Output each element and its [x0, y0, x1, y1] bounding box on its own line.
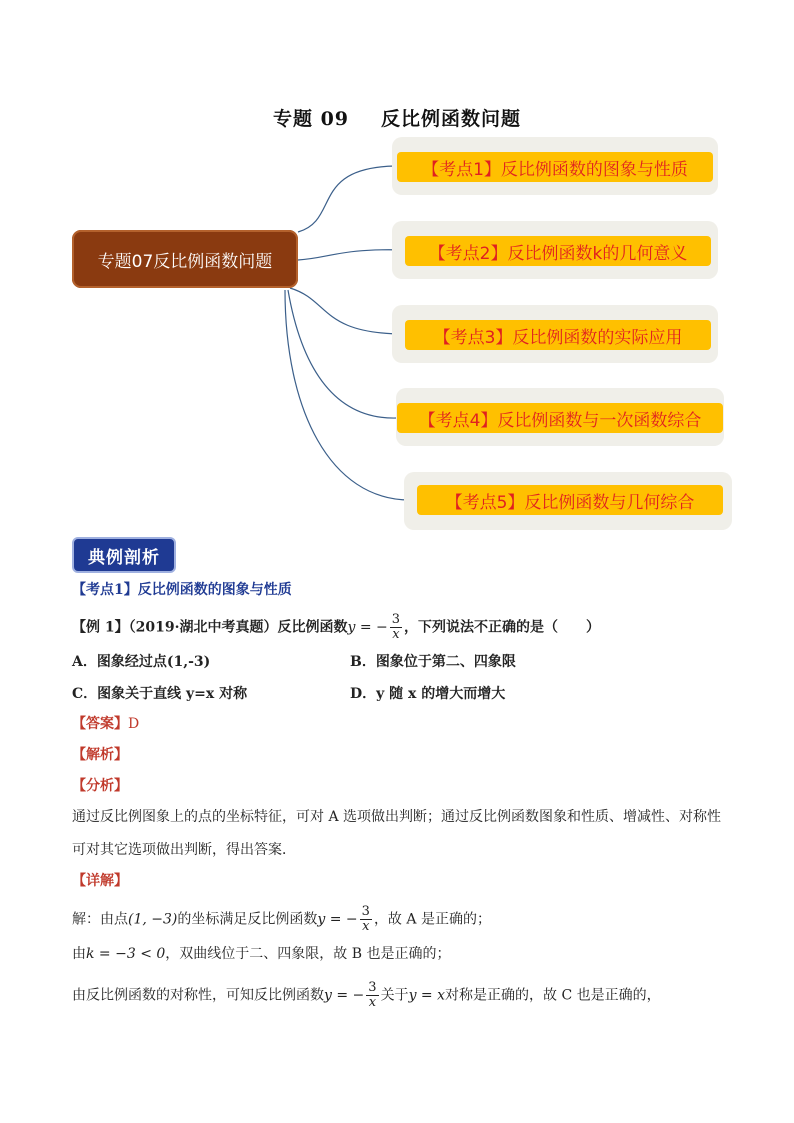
fenxi-text-1: 通过反比例图象上的点的坐标特征，可对 A 选项做出判断；通过反比例函数图象和性质、增减性、对称性	[72, 809, 722, 825]
example-fraction	[390, 613, 402, 642]
example-stem-after: ，下列说法不正确的是（ ）	[404, 619, 601, 636]
section-badge: 典例剖析	[72, 537, 176, 573]
detail-label: 【详解】	[72, 873, 128, 889]
detail-line-1	[72, 905, 491, 934]
mindmap-node-1-label: 【考点1】反比例函数的图象与性质	[397, 152, 713, 182]
fraction-denominator: x	[392, 627, 400, 642]
example-stem-before: 反比例函数	[277, 619, 348, 636]
example-source: （2019·湖北中考真题）	[128, 619, 278, 636]
connector-4	[288, 290, 397, 418]
analysis-label: 【解析】	[72, 747, 128, 763]
detail-l3-c: 对称是正确的，故 C 也是正确的，	[445, 987, 661, 1004]
detail-l3-formula-prefix: y = −	[324, 987, 365, 1004]
example-tag: 【例 1】	[72, 619, 129, 636]
detail-l2-a: 由	[72, 946, 86, 962]
page-title	[0, 104, 794, 131]
title-part1: 专题 09	[272, 108, 350, 130]
detail-l1-c: ，故 A 是正确的；	[373, 911, 491, 928]
mindmap-central-node: 专题07反比例函数问题	[72, 230, 298, 288]
detail-l1-numerator: 3	[361, 904, 370, 919]
answer-label: 【答案】	[72, 716, 128, 732]
detail-l1-denominator: x	[362, 919, 370, 934]
detail-l2-expr: k = −3 < 0	[86, 946, 166, 962]
fraction-numerator: 3	[391, 612, 401, 627]
option-d: D．y 随 x 的增大而增大	[350, 686, 506, 702]
option-c: C．图象关于直线 y=x 对称	[72, 686, 248, 702]
mindmap-node-3	[392, 305, 718, 363]
detail-l1-b: 的坐标满足反比例函数	[177, 911, 318, 928]
detail-l3-a: 由反比例函数的对称性，可知反比例函数	[72, 987, 324, 1004]
detail-l3-expr: y = x	[408, 987, 445, 1004]
mindmap-node-2-label: 【考点2】反比例函数k的几何意义	[405, 236, 711, 266]
connector-3	[290, 288, 405, 334]
detail-l1-point: (1, −3)	[128, 911, 178, 928]
detail-l3-fraction	[366, 981, 378, 1010]
kaodian-heading: 【考点1】反比例函数的图象与性质	[72, 582, 292, 598]
mindmap-node-4-label: 【考点4】反比例函数与一次函数综合	[397, 403, 723, 433]
mindmap-node-4	[396, 388, 724, 446]
answer-value: D	[128, 716, 140, 732]
fenxi-text-2: 可对其它选项做出判断，得出答案．	[72, 842, 296, 858]
detail-l3-b: 关于	[380, 987, 409, 1004]
mindmap-node-2	[392, 221, 718, 279]
mindmap-node-3-label: 【考点3】反比例函数的实际应用	[405, 320, 711, 350]
mindmap-node-5	[404, 472, 732, 530]
connector-2	[298, 250, 405, 260]
example-formula-prefix: y = −	[347, 619, 388, 636]
connector-1	[298, 166, 395, 232]
mindmap-node-5-label: 【考点5】反比例函数与几何综合	[417, 485, 723, 515]
fenxi-label: 【分析】	[72, 778, 128, 794]
detail-l3-numerator: 3	[368, 980, 377, 995]
detail-l1-a: 解：由点	[72, 911, 128, 928]
detail-l1-formula-prefix: y = −	[317, 911, 358, 928]
option-b: B．图象位于第二、四象限	[350, 654, 516, 670]
detail-l1-fraction	[360, 905, 372, 934]
detail-line-2	[72, 944, 450, 964]
detail-line-3	[72, 981, 661, 1010]
answer-line	[72, 714, 139, 734]
mindmap-node-1	[392, 137, 718, 195]
option-a: A．图象经过点(1,-3)	[72, 654, 211, 670]
detail-l3-denominator: x	[368, 995, 377, 1010]
title-part2: 反比例函数问题	[381, 108, 522, 130]
example-stem	[72, 613, 600, 642]
detail-l2-b: ，双曲线位于二、四象限，故 B 也是正确的；	[165, 946, 451, 962]
